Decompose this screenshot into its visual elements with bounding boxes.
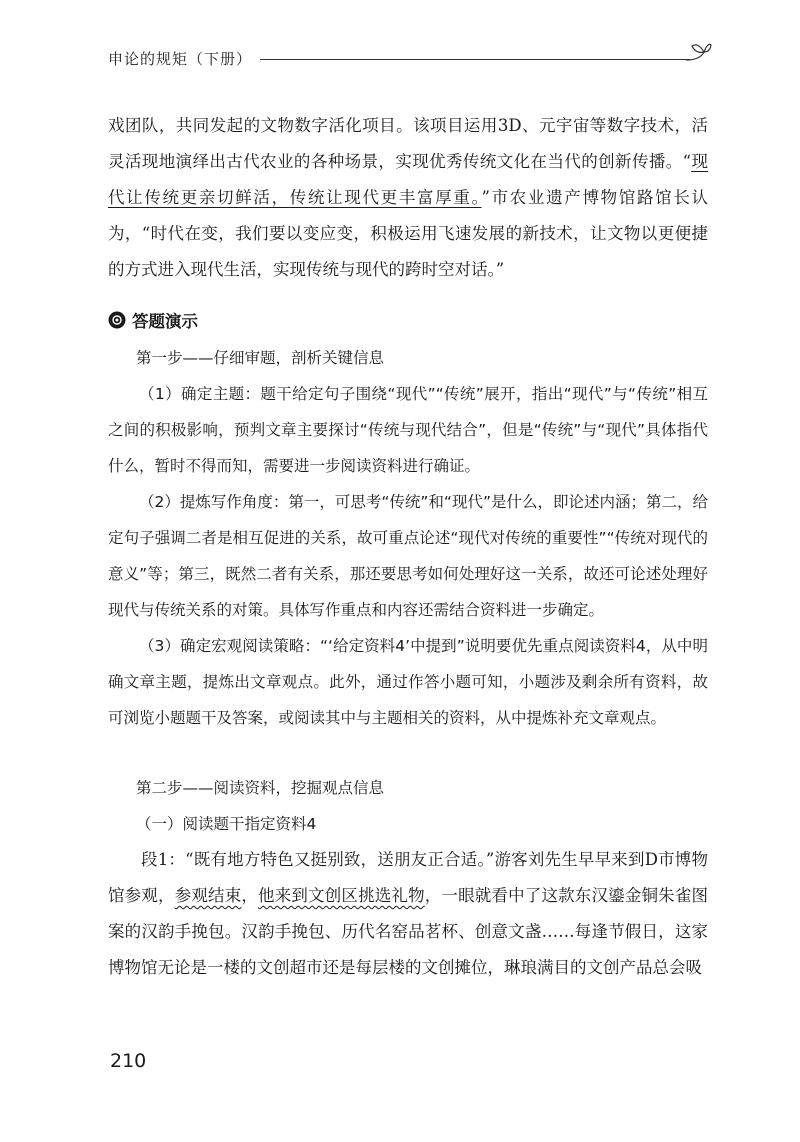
running-header bbox=[108, 38, 708, 72]
section-title: 答题演示 bbox=[132, 312, 198, 331]
step-one bbox=[108, 340, 708, 736]
excerpt-paragraph bbox=[108, 108, 708, 288]
excerpt-text-2: ”市农业遗产博物馆路馆长认为，“时代在变，我们要以变应变，积极运用飞速发展的新技术，让文物以更便捷的方式进入现代生活，实现传统与现代的跨时空对话。” bbox=[108, 188, 709, 279]
sprout-icon bbox=[682, 38, 712, 66]
step-two bbox=[108, 770, 708, 986]
gear-bullet-icon bbox=[108, 311, 126, 329]
para1-wavy-gift: 他来到文创区挑选礼物 bbox=[258, 886, 425, 905]
step-two-title: 第二步——阅读资料，挖掘观点信息 bbox=[136, 779, 385, 797]
excerpt-underline-tradition: 传统让现代更丰富厚重。 bbox=[289, 188, 482, 207]
material-4-paragraph-1 bbox=[108, 842, 708, 986]
step-two-subtitle: （一）阅读题干指定资料4 bbox=[136, 815, 317, 833]
step-one-title: 第一步——仔细审题，剖析关键信息 bbox=[136, 349, 385, 367]
excerpt-underline-modern: 现代让传统更亲切鲜活， bbox=[108, 152, 709, 207]
header-rule bbox=[260, 59, 690, 60]
material-excerpt bbox=[108, 108, 708, 288]
section-heading bbox=[108, 308, 198, 332]
header-title: 申论的规矩（下册） bbox=[108, 50, 253, 68]
page-number: 210 bbox=[110, 1050, 147, 1072]
excerpt-text-1: 戏团队，共同发起的文物数字活化项目。该项目运用3D、元宇宙等数字技术，活灵活现地演绎出古代农业的各种场景，实现优秀传统文化在当代的创新传播。“ bbox=[108, 116, 708, 171]
para1-wavy-visit: 参观结束 bbox=[174, 886, 242, 905]
para1-text-1: 段1：“既有地方特色又挺别致，送朋友正合适。”游客刘先生早早来到D市博物馆参观， bbox=[108, 850, 708, 905]
para1-comma: ， bbox=[241, 886, 259, 905]
step-one-point-3: （3）确定宏观阅读策略：“‘给定资料4’中提到”说明要优先重点阅读资料4，从中明确文章主题，提炼出文章观点。此外，通过作答小题可知，小题涉及剩余所有资料，故可浏览小题题干及答案，或阅读其中与主题相关的资料，从中提炼补充文章观点。 bbox=[108, 637, 708, 727]
step-one-point-2: （2）提炼写作角度：第一，可思考“传统”和“现代”是什么，即论述内涵；第二，给定句子强调二者是相互促进的关系，故可重点论述“现代对传统的重要性”“传统对现代的意义”等；第三，既然二者有关系，那还要思考如何处理好这一关系，故还可论述处理好现代与传统关系的对策。具体写作重点和内容还需结合资料进一步确定。 bbox=[108, 493, 708, 619]
step-one-point-1: （1）确定主题：题干给定句子围绕“现代”“传统”展开，指出“现代”与“传统”相互之间的积极影响，预判文章主要探讨“传统与现代结合”，但是“传统”与“现代”具体指代什么，暂时不得而知，需要进一步阅读资料进行确证。 bbox=[108, 385, 708, 475]
para1-text-2: ，一眼就看中了这款东汉鎏金铜朱雀图案的汉韵手挽包。汉韵手挽包、历代名窑品茗杯、创意文盏……每逢节假日，这家博物馆无论是一楼的文创超市还是每层楼的文创摊位，琳琅满目的文创产品总会吸 bbox=[108, 886, 709, 977]
